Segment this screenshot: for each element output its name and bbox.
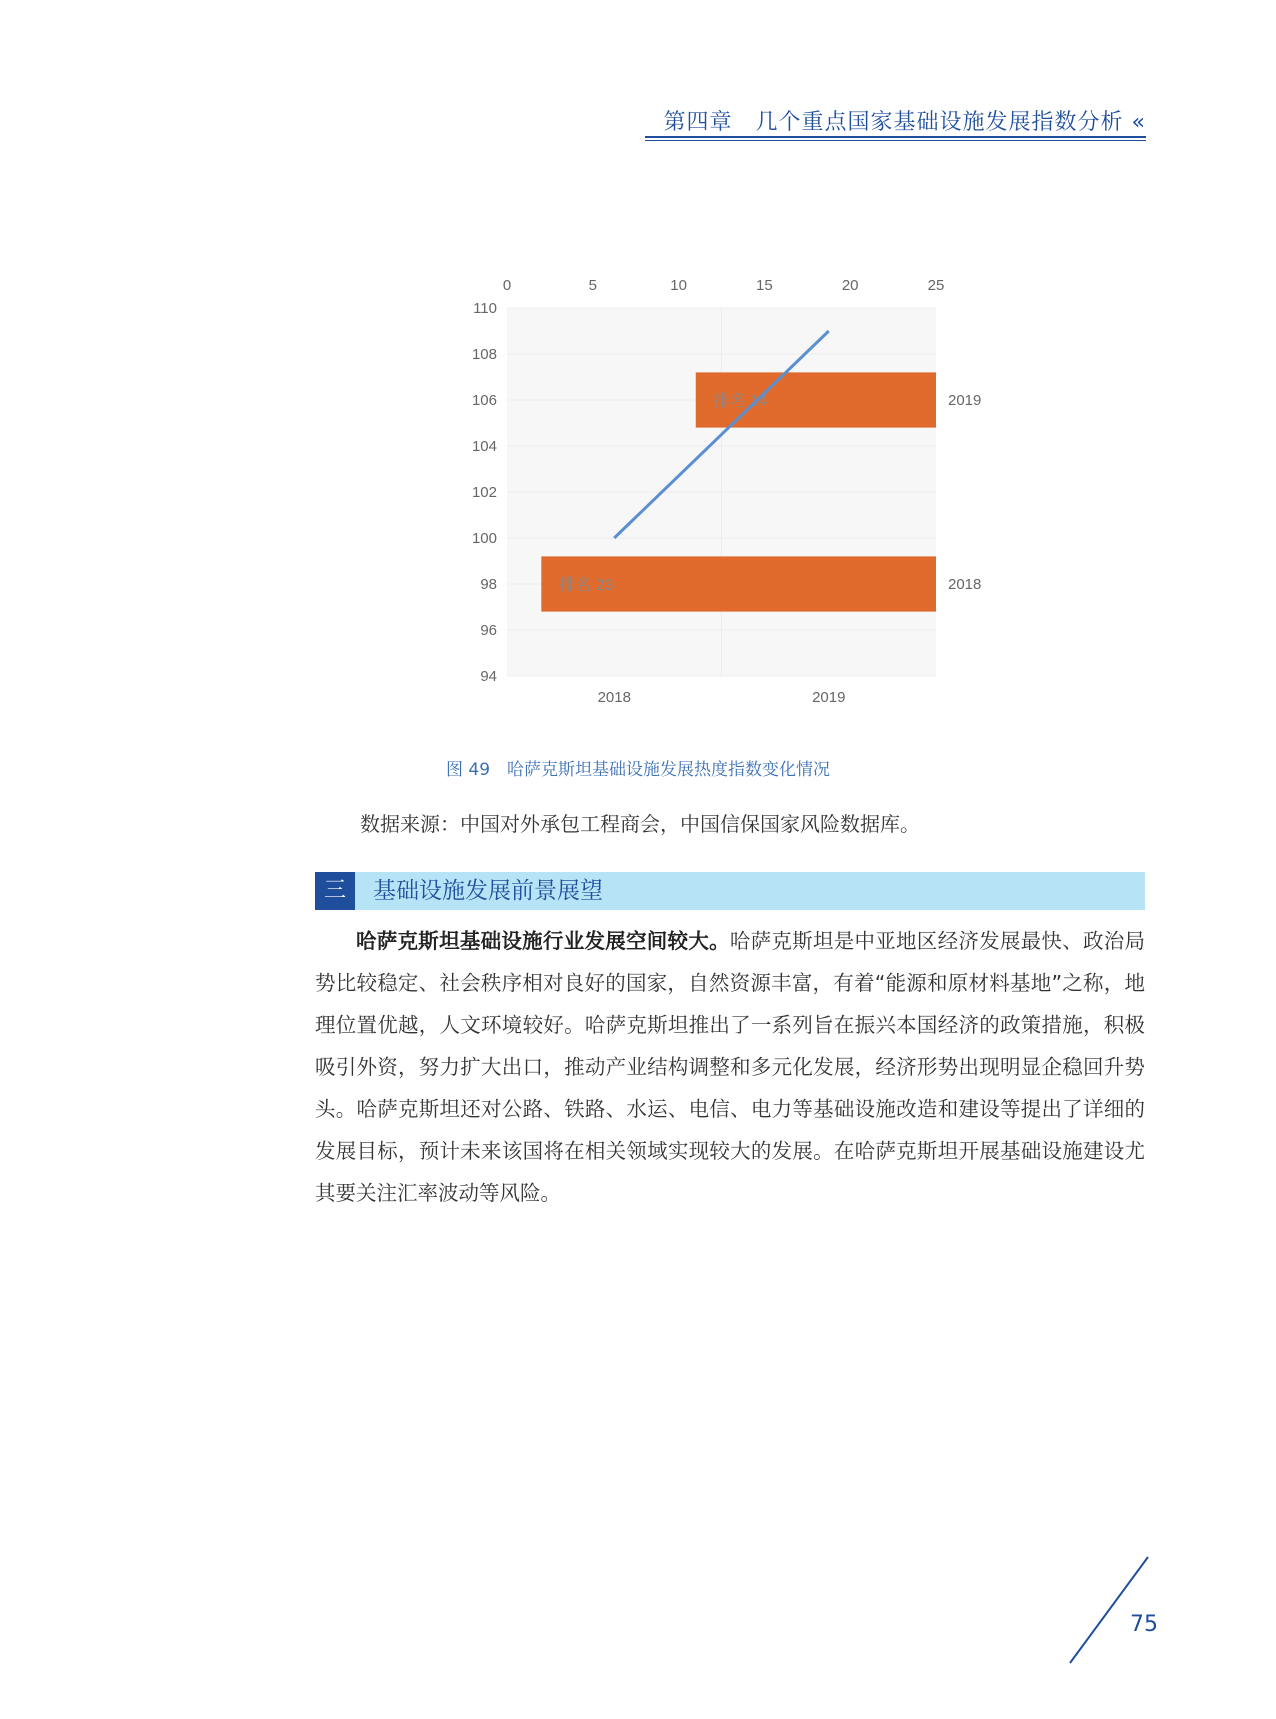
x-bottom-tick-label: 2019 [812, 689, 846, 706]
figure-caption: 图 49 哈萨克斯坦基础设施发展热度指数变化情况 [445, 760, 831, 780]
section-number: 三 [315, 872, 355, 910]
y-tick-label: 110 [473, 300, 497, 317]
y-tick-label: 98 [480, 576, 497, 593]
y-tick-label: 102 [471, 484, 497, 501]
x-top-tick-label: 5 [588, 277, 597, 294]
y-tick-label: 106 [471, 392, 497, 409]
x-top-tick-label: 0 [502, 277, 512, 294]
x-top-tick-label: 15 [756, 277, 773, 294]
y-tick-label: 104 [471, 438, 497, 455]
x-top-tick-label: 10 [670, 277, 687, 294]
y-right-label: 2018 [948, 576, 982, 593]
page-number: 75 [1130, 1612, 1158, 1637]
y-tick-label: 96 [480, 622, 497, 639]
header-rule-thin [645, 140, 1146, 141]
chapter-header: 第四章 几个重点国家基础设施发展指数分析 « [663, 110, 1146, 135]
bar-rank-label: 排名 14 [713, 393, 769, 410]
header-rule [645, 136, 1146, 138]
y-tick-label: 108 [471, 346, 497, 363]
y-right-label: 2019 [948, 392, 982, 409]
page-decoration-line [1068, 1555, 1178, 1665]
x-top-tick-label: 25 [927, 277, 945, 294]
x-top-tick-label: 20 [841, 277, 859, 294]
x-bottom-tick-label: 2018 [597, 689, 631, 706]
paragraph-text: 哈萨克斯坦是中亚地区经济发展最快、政治局势比较稳定、社会秩序相对良好的国家，自然资源丰富，有着“能源和原材料基地”之称，地理位置优越，人文环境较好。哈萨克斯坦推出了一系列旨在振兴本国经济的政策措施，积极吸引外资，努力扩大出口，推动产业结构调整和多元化发展，经济形势出现明显企稳回升势头。哈萨克斯坦还对公路、铁路、水运、电信、电力等基础设施改造和建设等提出了详细的发展目标，预计未来该国将在相关领域实现较大的发展。在哈萨克斯坦开展基础设施建设尤其要关注汇率波动等风险。 [315, 929, 1146, 1205]
y-tick-label: 100 [471, 530, 497, 547]
chart [440, 260, 1020, 720]
section-heading [315, 872, 1145, 910]
section-title: 基础设施发展前景展望 [373, 878, 603, 904]
chart-svg [440, 260, 1020, 720]
y-tick-label: 94 [480, 668, 497, 685]
body-paragraph [315, 920, 1145, 1214]
data-source: 数据来源：中国对外承包工程商会，中国信保国家风险数据库。 [360, 812, 920, 836]
bar-rank-label: 排名 23 [559, 577, 614, 594]
lead-sentence: 哈萨克斯坦基础设施行业发展空间较大。 [356, 929, 730, 953]
